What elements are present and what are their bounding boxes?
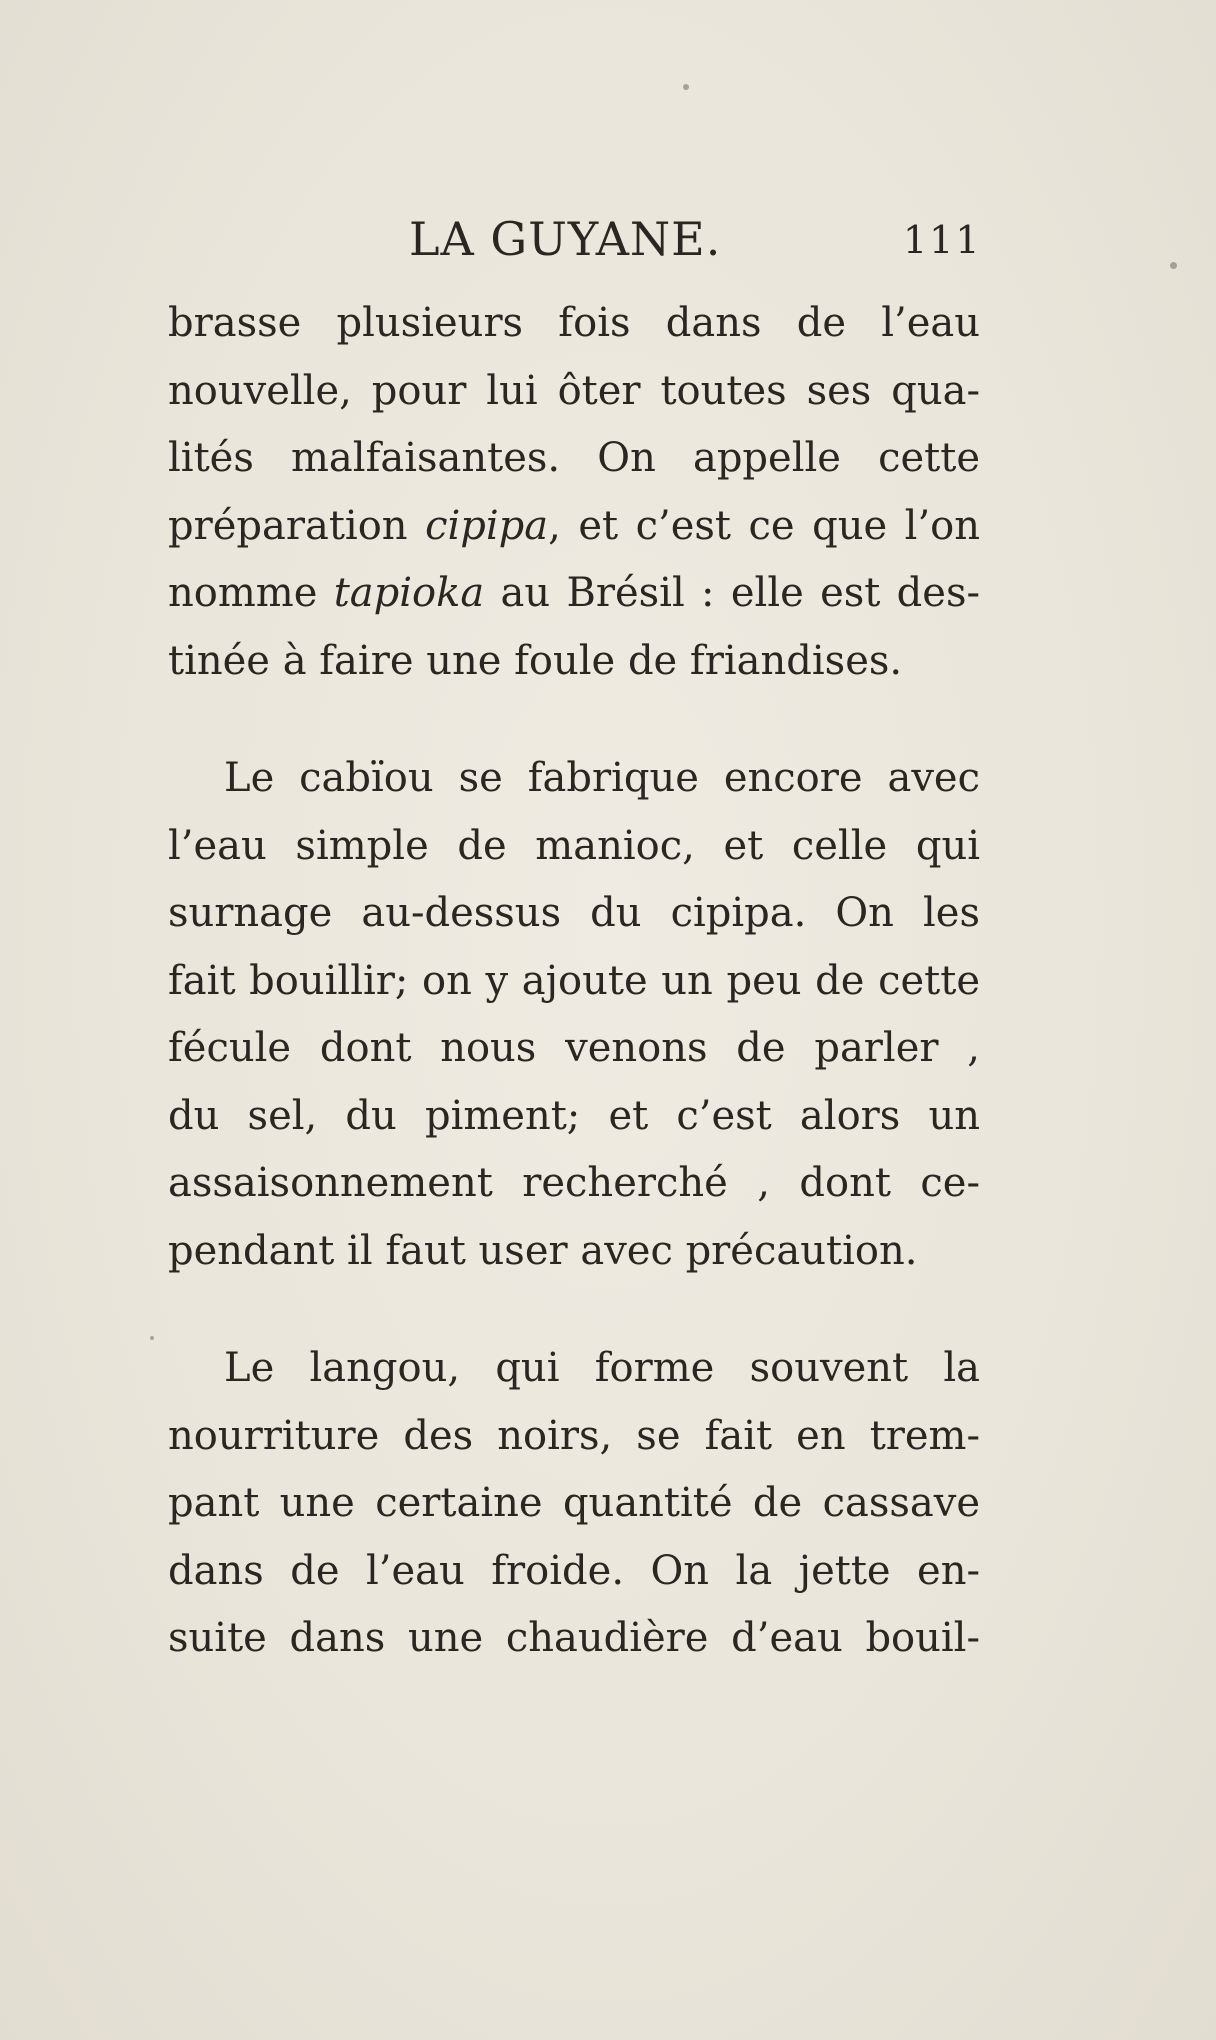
text-line: fécule dont nous venons de parler ,	[168, 1025, 980, 1071]
ink-speck	[1170, 262, 1177, 269]
ink-speck	[150, 1336, 154, 1340]
ink-speck	[683, 84, 689, 90]
text-run: préparation	[168, 502, 426, 549]
text-line: Le langou, qui forme souvent la	[224, 1345, 980, 1391]
text-line: du sel, du piment; et c’est alors un	[168, 1092, 980, 1139]
text-line: fait bouillir; on y ajoute un peu de cette	[168, 957, 980, 1004]
text-line	[168, 560, 980, 628]
text-run: au Brésil : elle est des-	[484, 570, 981, 616]
text-run: , et c’est ce que l’on	[548, 502, 981, 549]
text-line: dans de l’eau froide. On la jette en-	[168, 1547, 980, 1594]
text-line: assaisonnement recherché , dont ce-	[168, 1160, 980, 1206]
paragraph	[168, 1335, 980, 1673]
running-head: LA GUYANE.	[409, 212, 722, 266]
text-run: nomme	[168, 570, 334, 616]
page-number: 111	[903, 218, 982, 262]
text-line: tinée à faire une foule de friandises.	[168, 637, 903, 684]
text-line: nourriture des noirs, se fait en trem-	[168, 1412, 980, 1459]
text-line: l’eau simple de manioc, et celle qui	[168, 822, 980, 869]
text-line: surnage au-dessus du cipipa. On les	[168, 890, 980, 936]
text-line: nouvelle, pour lui ôter toutes ses qua-	[168, 367, 980, 414]
paragraph	[168, 745, 980, 1285]
text-line: lités malfaisantes. On appelle cette	[168, 435, 980, 481]
text-line: suite dans une chaudière d’eau bouil-	[168, 1615, 980, 1661]
paragraph	[168, 290, 980, 695]
text-line: Le cabïou se fabrique encore avec	[224, 755, 980, 801]
text-line	[168, 493, 980, 561]
text-line: pant une certaine quantité de cassave	[168, 1480, 980, 1526]
text-line: brasse plusieurs fois dans de l’eau	[168, 300, 980, 346]
text-line: pendant il faut user avec précaution.	[168, 1227, 918, 1274]
body-text	[168, 290, 980, 1673]
italic-term: tapioka	[333, 570, 485, 616]
italic-term: cipipa	[425, 502, 549, 549]
